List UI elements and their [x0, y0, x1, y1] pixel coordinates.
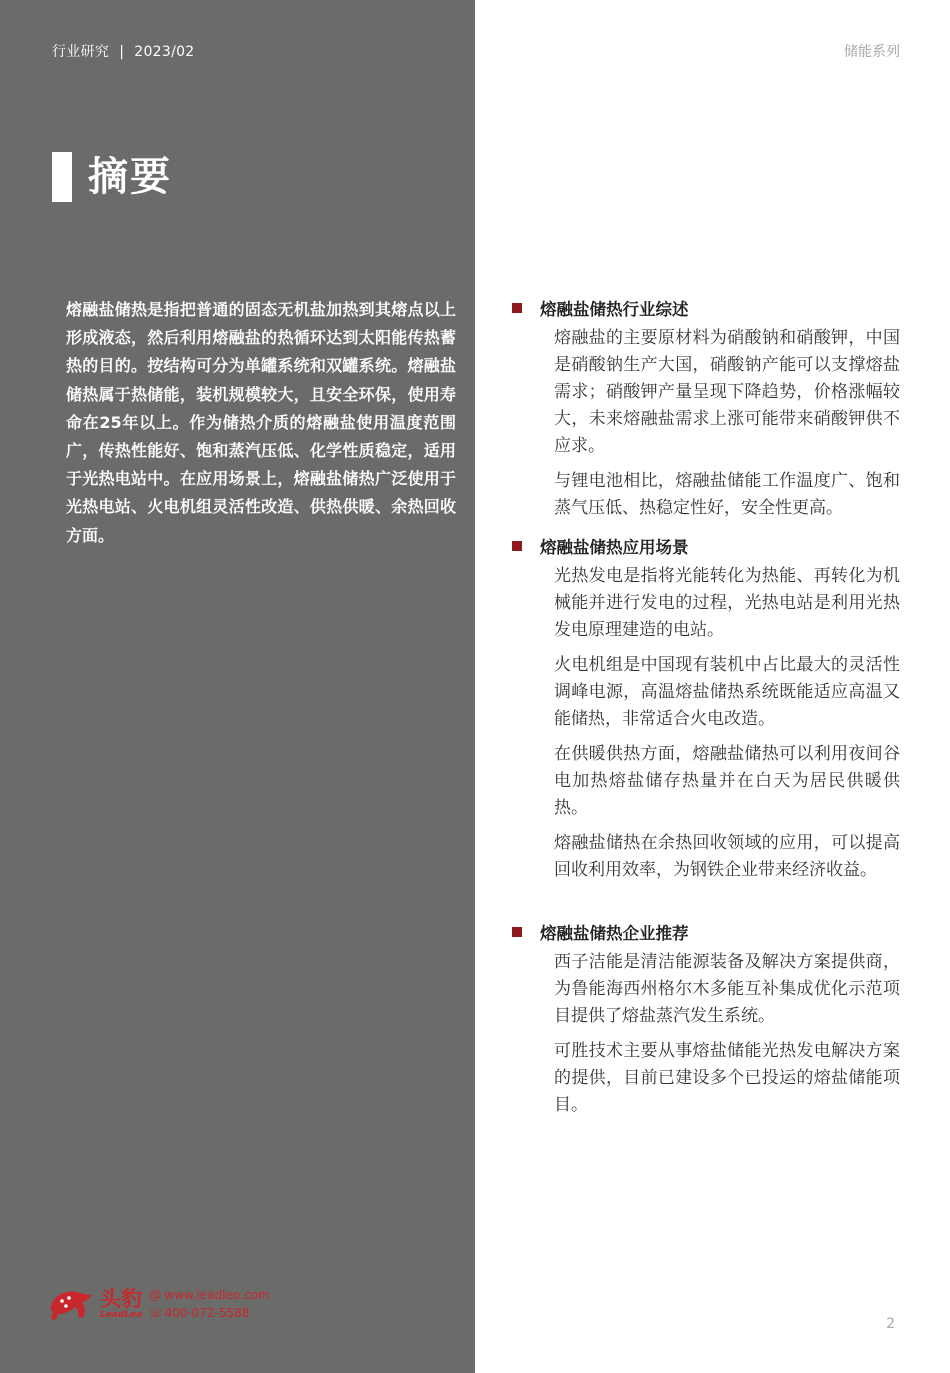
section-heading [512, 533, 912, 559]
square-bullet-icon [512, 927, 522, 937]
leopard-logo-icon [48, 1284, 94, 1324]
paragraph: 与锂电池相比，熔融盐储能工作温度广、饱和蒸气压低、热稳定性好，安全性更高。 [554, 471, 900, 518]
website-link[interactable]: www.leadleo.com [164, 1288, 270, 1302]
logo-chinese-name: 头豹 [100, 1286, 142, 1311]
header-separator: | [119, 44, 125, 60]
paragraph: 在供暖供热方面，熔融盐储热可以利用夜间谷电加热熔盐储存热量并在白天为居民供暖供热。 [554, 744, 900, 818]
report-category: 行业研究 [52, 44, 110, 60]
square-bullet-icon [512, 303, 522, 313]
section-company-recommendations [512, 919, 912, 1119]
section-heading [512, 295, 912, 321]
logo-wordmark [100, 1288, 142, 1320]
abstract-text: 熔融盐储热是指把普通的固态无机盐加热到其熔点以上形成液态，然后利用熔融盐的热循环达到太阳能传热蓄热的目的。按结构可分为单罐系统和双罐系统。熔融盐储热属于热储能，装机规模较大，且安全环保，使用寿命在25年以上。作为储热介质的熔融盐使用温度范围广，传热性能好、饱和蒸汽压低、化学性质稳定，适用于光热电站中。在应用场景上，熔融盐储热广泛使用于光热电站、火电机组灵活性改造、供热供暖、余热回收方面。 [66, 300, 456, 545]
report-series: 储能系列 [844, 44, 900, 60]
logo-english-name: LeadLeo [100, 1310, 143, 1320]
logo-contact [148, 1286, 269, 1322]
leadleo-logo [48, 1284, 270, 1324]
section-title: 熔融盐储热企业推荐 [540, 924, 689, 943]
header-left [52, 41, 195, 61]
title-bar-decoration [52, 152, 72, 202]
abstract-title: 摘要 [88, 154, 172, 200]
paragraph: 熔融盐储热在余热回收领域的应用，可以提高回收利用效率，为钢铁企业带来经济收益。 [554, 833, 900, 880]
section-industry-overview [512, 295, 912, 522]
paragraph: 火电机组是中国现有装机中占比最大的灵活性调峰电源，高温熔盐储热系统既能适应高温又能储热，非常适合火电改造。 [554, 655, 900, 729]
paragraph: 西子洁能是清洁能源装备及解决方案提供商，为鲁能海西州格尔木多能互补集成优化示范项目提供了熔盐蒸汽发生系统。 [554, 952, 900, 1026]
phone-number: 400-072-5588 [164, 1306, 250, 1320]
report-date: 2023/02 [134, 44, 195, 60]
paragraph: 光热发电是指将光能转化为热能、再转化为机械能并进行发电的过程，光热电站是利用光热发电原理建造的电站。 [554, 566, 900, 640]
page-number: 2 [886, 1316, 895, 1332]
paragraph: 可胜技术主要从事熔盐储能光热发电解决方案的提供，目前已建设多个已投运的熔盐储能项目。 [554, 1041, 900, 1115]
section-heading [512, 919, 912, 945]
paragraph: 熔融盐的主要原材料为硝酸钠和硝酸钾，中国是硝酸钠生产大国，硝酸钠产能可以支撑熔盐需求；硝酸钾产量呈现下降趋势，价格涨幅较大，未来熔融盐需求上涨可能带来硝酸钾供不应求。 [554, 328, 900, 456]
web-icon: @ [149, 1288, 162, 1302]
square-bullet-icon [512, 541, 522, 551]
section-title: 熔融盐储热应用场景 [540, 538, 689, 557]
section-title: 熔融盐储热行业综述 [540, 300, 689, 319]
abstract-title-block [52, 152, 172, 202]
phone-icon: ☏ [148, 1306, 164, 1320]
section-application-scenarios [512, 533, 912, 884]
